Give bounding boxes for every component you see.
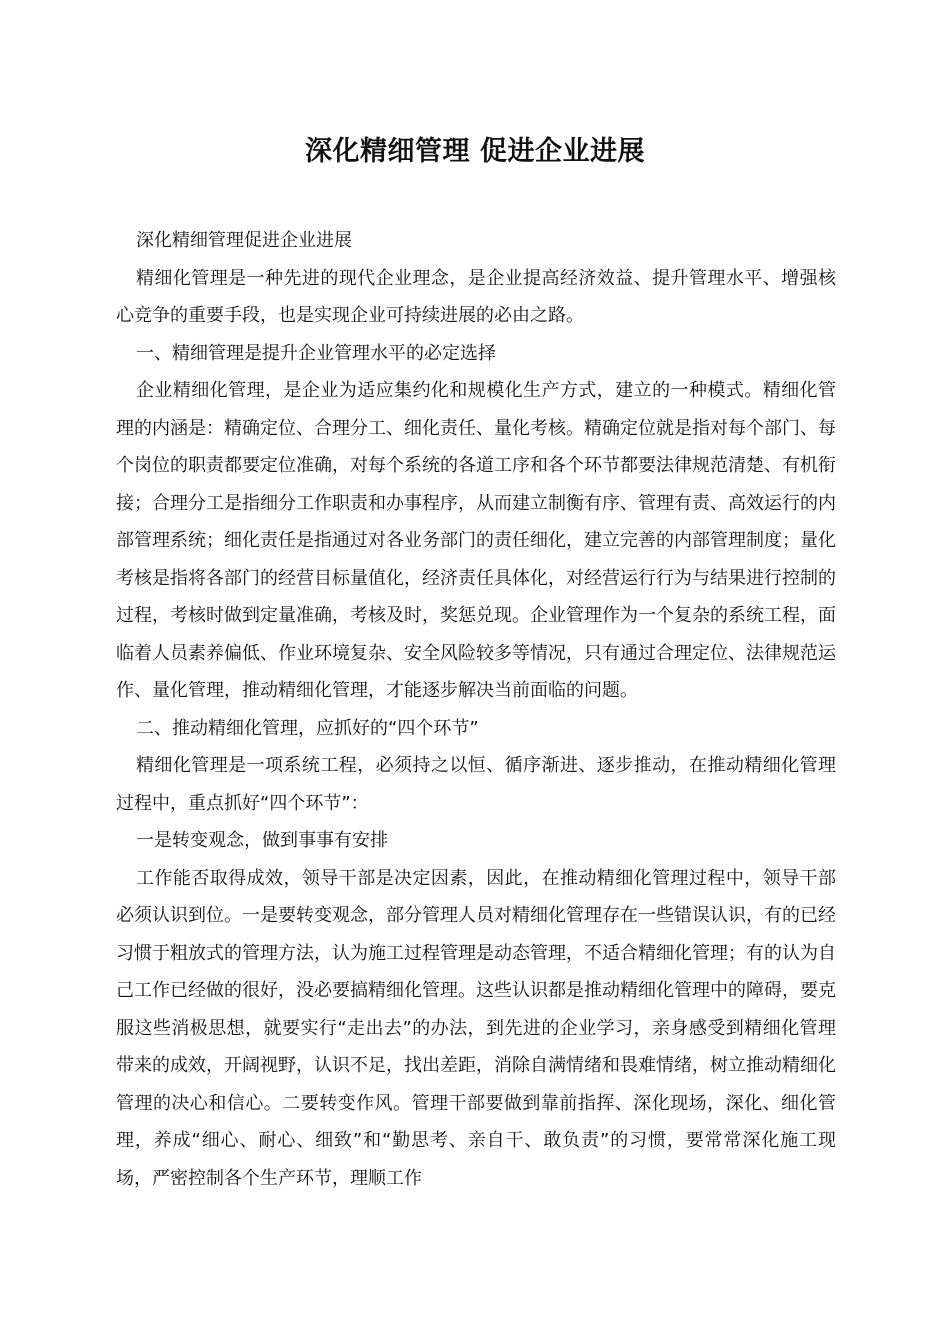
subsection-heading-1: 一是转变观念，做到事事有安排 <box>136 830 388 851</box>
section-heading-2: 二、推动精细化管理，应抓好的“四个环节” <box>136 717 479 739</box>
section-heading-1: 一、精细管理是提升企业管理水平的必定选择 <box>136 342 496 364</box>
paragraph-section-2: 精细化管理是一项系统工程，必须持之以恒、循序渐进、逐步推动，在推动精细化管理过程中，重点抓好“四个环节”： <box>116 755 836 814</box>
paragraph-subsection-1: 工作能否取得成效，领导干部是决定因素，因此，在推动精细化管理过程中，领导干部必须认识到位。一是要转变观念，部分管理人员对精细化管理存在一些错误认识，有的已经习惯于粗放式的管理方法，认为施工过程管理是动态管理，不适合精细化管理；有的认为自己工作已经做的很好，没必要搞精细化管理。这些认识都是推动精细化管理中的障碍，要克服这些消极思想，就要实行“走出去”的办法，到先进的企业学习，亲身感受到精细化管理带来的成效，开阔视野，认识不足，找出差距，消除自满情绪和畏难情绪，树立推动精细化管理的决心和信心。二要转变作风。管理干部要做到靠前指挥、深化现场，深化、细化管理，养成“细心、耐心、细致”和“勤思考、亲自干、敢负责”的习惯，要常常深化施工现场，严密控制各个生产环节，理顺工作 <box>116 867 836 1189</box>
paragraph-subtitle: 深化精细管理促进企业进展 <box>136 230 352 251</box>
document-body <box>116 222 836 1197</box>
document-title: 深化精细管理 促进企业进展 <box>305 136 645 167</box>
paragraph-intro: 精细化管理是一种先进的现代企业理念，是企业提高经济效益、提升管理水平、增强核心竞争的重要手段，也是实现企业可持续进展的必由之路。 <box>116 267 836 326</box>
paragraph-section-1: 企业精细化管理，是企业为适应集约化和规模化生产方式，建立的一种模式。精细化管理的内涵是：精确定位、合理分工、细化责任、量化考核。精确定位就是指对每个部门、每个岗位的职责都要定位准确，对每个系统的各道工序和各个环节都要法律规范清楚、有机衔接；合理分工是指细分工作职责和办事程序，从而建立制衡有序、管理有责、高效运行的内部管理系统；细化责任是指通过对各业务部门的责任细化，建立完善的内部管理制度；量化考核是指将各部门的经营目标量值化，经济责任具体化，对经营运行行为与结果进行控制的过程，考核时做到定量准确，考核及时，奖惩兑现。企业管理作为一个复杂的系统工程，面临着人员素养偏低、作业环境复杂、安全风险较多等情况，只有通过合理定位、法律规范运作、量化管理，推动精细化管理，才能逐步解决当前面临的问题。 <box>116 380 836 701</box>
